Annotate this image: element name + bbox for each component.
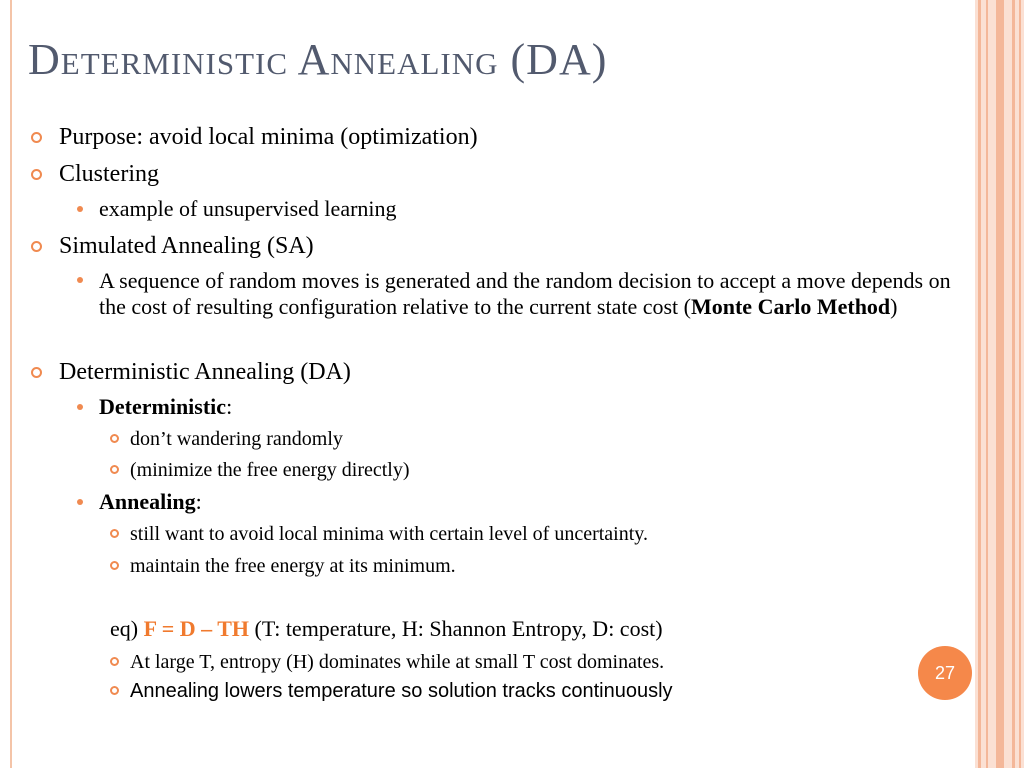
bullet-text: (minimize the free energy directly) [130, 459, 410, 481]
ring-bullet-icon [31, 241, 42, 252]
monte-carlo-term: Monte Carlo Method [690, 294, 891, 319]
decorative-stripe [978, 0, 981, 768]
bullet-text: ) [890, 294, 898, 319]
decorative-stripe [1019, 0, 1021, 768]
deterministic-term: Deterministic [99, 394, 227, 419]
equation-prefix: eq) [110, 616, 144, 641]
ring-bullet-icon [110, 561, 119, 570]
decorative-stripe [1012, 0, 1015, 768]
bullet-text: A sequence of random moves is generated and the random decision to accept a move depends on the cost of resulting configuration relative to the current state cost ( [99, 268, 951, 319]
colon: : [226, 394, 233, 419]
sub-sub-bullet-minimize [130, 459, 410, 481]
sub-sub-bullet-wandering [130, 428, 343, 450]
slide-title: Deterministic Annealing (DA) [28, 35, 608, 84]
ring-bullet-icon [31, 132, 42, 143]
bullet-text: still want to avoid local minima with certain level of uncertainty. [130, 523, 648, 545]
ring-bullet-icon [110, 529, 119, 538]
sub-sub-bullet-free-energy [130, 555, 456, 577]
colon: : [195, 489, 202, 514]
bullet-text: Deterministic Annealing (DA) [59, 359, 351, 385]
bullet-clustering [59, 161, 159, 187]
bullet-text: don’t wandering randomly [130, 428, 343, 450]
ring-bullet-icon [31, 367, 42, 378]
sub-sub-bullet-large-t [130, 651, 664, 673]
bullet-text: Simulated Annealing (SA) [59, 233, 314, 259]
bullet-text: maintain the free energy at its minimum. [130, 555, 456, 577]
sub-bullet-deterministic [99, 395, 232, 419]
bullet-deterministic-annealing [59, 359, 351, 385]
sub-bullet-unsupervised [99, 197, 397, 221]
bullet-text: Annealing lowers temperature so solution tracks continuously [130, 680, 673, 702]
sub-bullet-sa-description [99, 268, 959, 320]
dot-bullet-icon [77, 404, 83, 410]
decorative-stripe [996, 0, 1004, 768]
equation-formula: F = D – TH [143, 616, 250, 641]
equation-line [110, 617, 663, 641]
left-border-line [10, 0, 12, 768]
ring-bullet-icon [31, 169, 42, 180]
bullet-text: example of unsupervised learning [99, 196, 397, 221]
bullet-text: Clustering [59, 161, 159, 187]
page-number-badge: 27 [918, 646, 972, 700]
bullet-purpose [59, 124, 478, 150]
bullet-simulated-annealing [59, 233, 314, 259]
ring-bullet-icon [110, 434, 119, 443]
dot-bullet-icon [77, 499, 83, 505]
sub-sub-bullet-lowers-temperature [130, 680, 673, 702]
bullet-text: At large T, entropy (H) dominates while at small T cost dominates. [130, 651, 665, 673]
bullet-text: Purpose: avoid local minima (optimization) [59, 124, 478, 150]
ring-bullet-icon [110, 657, 119, 666]
decorative-stripe [986, 0, 988, 768]
sub-sub-bullet-uncertainty [130, 523, 648, 545]
ring-bullet-icon [110, 686, 119, 695]
annealing-term: Annealing [99, 489, 196, 514]
sub-bullet-annealing [99, 490, 202, 514]
ring-bullet-icon [110, 465, 119, 474]
dot-bullet-icon [77, 206, 83, 212]
dot-bullet-icon [77, 277, 83, 283]
equation-legend: (T: temperature, H: Shannon Entropy, D: cost) [249, 616, 663, 641]
